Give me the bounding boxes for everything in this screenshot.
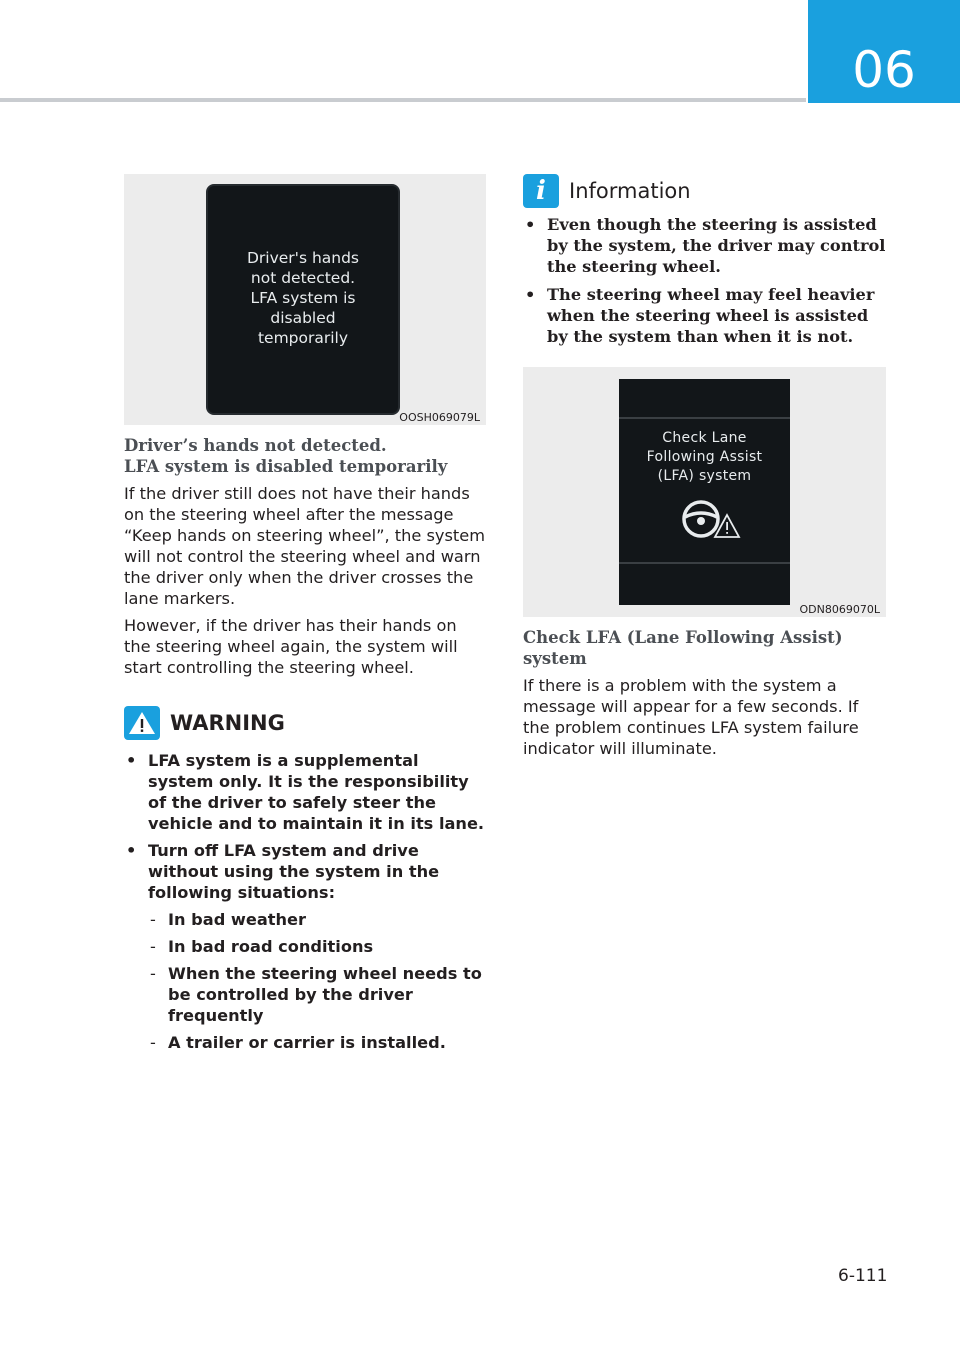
- list-item-text: Turn off LFA system and drive without using the system in the following situations:: [148, 841, 440, 902]
- paragraph: If the driver still does not have their hands on the steering wheel after the message “Keep hands on steering wheel”, the system will not control the steering wheel and warn the driver only when the driver crosses the lane markers.: [124, 484, 485, 608]
- figure-code: OOSH069079L: [399, 411, 480, 424]
- warning-heading: [124, 706, 486, 740]
- display-divider: [619, 417, 790, 419]
- list-item: • LFA system is a supplemental system only. It is the responsibility of the driver to safely steer the vehicle and to maintain it in its lane.: [124, 750, 486, 834]
- sub-list-item: - In bad weather: [148, 909, 486, 930]
- cluster-display: [208, 186, 398, 413]
- warning-list: [124, 750, 486, 1053]
- cluster-message: [208, 248, 398, 348]
- display-divider: [619, 562, 790, 564]
- header-rule: [0, 98, 806, 102]
- list-item: [124, 840, 486, 1053]
- page-number: 6-111: [838, 1266, 888, 1286]
- cluster-message-line: LFA system is: [250, 289, 356, 307]
- information-list: [523, 214, 886, 347]
- cluster-message-line: temporarily: [257, 329, 349, 347]
- warning-title: WARNING: [170, 711, 285, 735]
- section-subhead: Check LFA (Lane Following Assist) system: [523, 628, 843, 668]
- cluster-message-line: (LFA) system: [657, 468, 752, 484]
- list-item: • Even though the steering is assisted by the system, the driver may control the steering wheel.: [523, 214, 886, 277]
- cluster-figure-check-lfa: [523, 367, 886, 617]
- cluster-message-line: not detected.: [250, 269, 356, 287]
- subhead-line: Driver’s hands not detected.: [124, 436, 387, 455]
- cluster-message: [619, 429, 790, 486]
- warning-triangle-icon: [124, 706, 160, 740]
- sub-list: [148, 909, 486, 1053]
- subhead-line: LFA system is disabled temporarily: [124, 457, 448, 476]
- sub-list-item: - When the steering wheel needs to be controlled by the driver frequently: [148, 963, 486, 1026]
- information-heading: [523, 174, 886, 208]
- figure-code: ODN8069070L: [799, 603, 880, 616]
- steering-wheel-warning-icon: [677, 497, 741, 547]
- sub-list-item: - In bad road conditions: [148, 936, 486, 957]
- sub-list-item: - A trailer or carrier is installed.: [148, 1032, 486, 1053]
- cluster-figure-hands-not-detected: [124, 174, 486, 425]
- list-item: • The steering wheel may feel heavier when the steering wheel is assisted by the system than when it is not.: [523, 284, 886, 347]
- cluster-display: [619, 379, 790, 605]
- right-column: [523, 174, 886, 759]
- cluster-message-line: disabled: [270, 309, 336, 327]
- chapter-tab: 06: [808, 0, 960, 103]
- left-column: [124, 174, 486, 1059]
- paragraph: However, if the driver has their hands on the steering wheel again, the system will start controlling the steering wheel.: [124, 616, 458, 677]
- paragraph: If there is a problem with the system a message will appear for a few seconds. If the problem continues LFA system failure indicator will illuminate.: [523, 676, 859, 758]
- section-subhead: [124, 435, 486, 477]
- cluster-message-line: Check Lane: [662, 430, 747, 446]
- information-title: Information: [569, 179, 691, 203]
- cluster-message-line: Driver's hands: [246, 249, 360, 267]
- cluster-message-line: Following Assist: [646, 449, 763, 465]
- info-icon: i: [523, 174, 559, 208]
